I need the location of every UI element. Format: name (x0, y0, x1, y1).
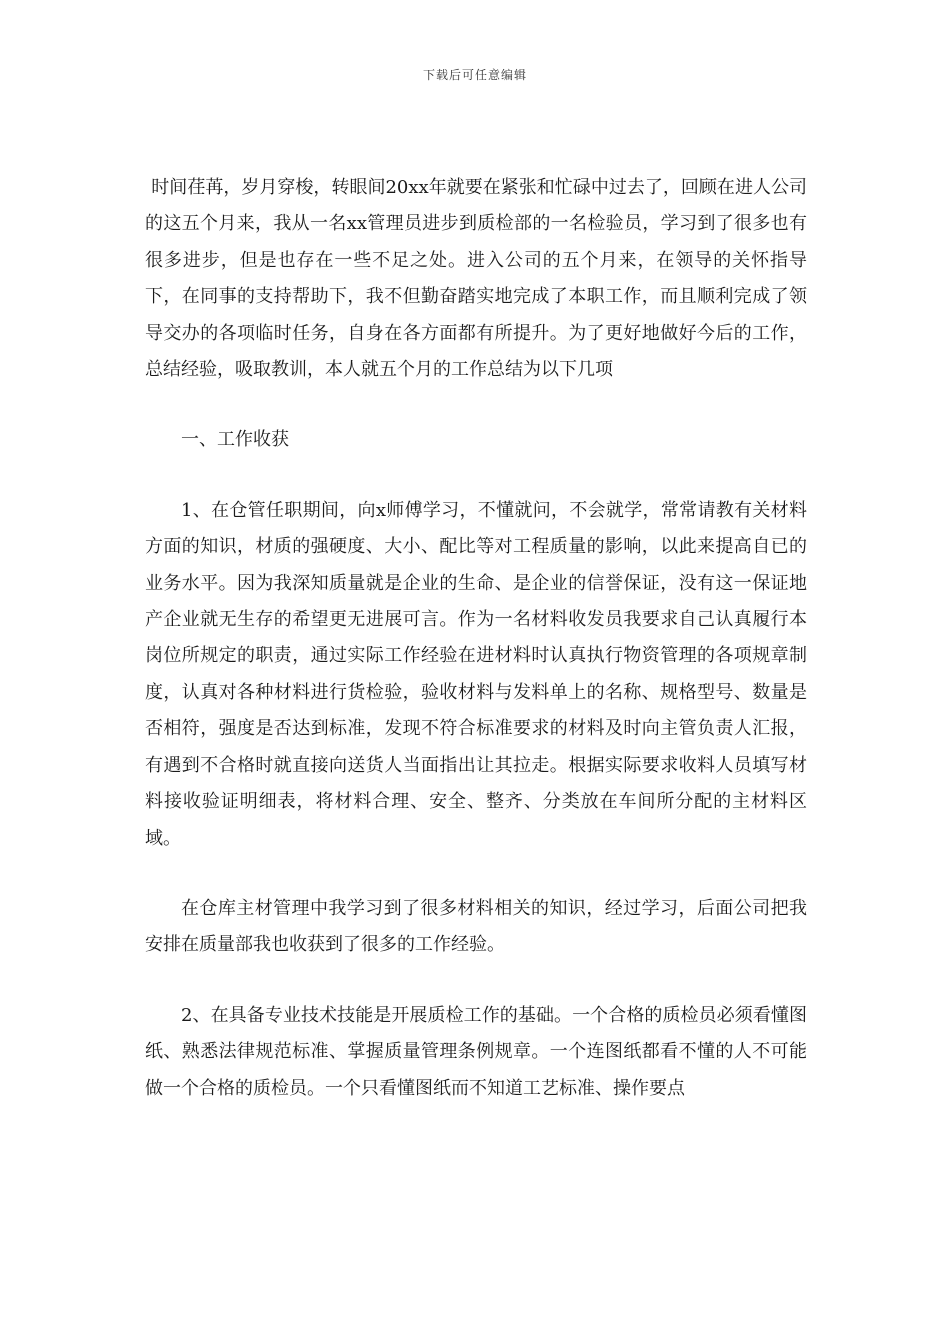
item-2-paragraph: 2、在具备专业技术技能是开展质检工作的基础。一个合格的质检员必须看懂图纸、熟悉法律规范标准、掌握质量管理条例规章。一个连图纸都看不懂的人不可能做一个合格的质检员。一个只看懂图纸而不知道工艺标准、操作要点 (145, 1004, 807, 1099)
warehouse-paragraph: 在仓库主材管理中我学习到了很多材料相关的知识，经过学习，后面公司把我安排在质量部我也收获到了很多的工作经验。 (145, 897, 807, 956)
document-body (145, 170, 807, 1141)
intro-paragraph: 时间荏苒，岁月穿梭，转眼间20xx年就要在紧张和忙碌中过去了，回顾在进人公司的这五个月来，我从一名xx管理员进步到质检部的一名检验员，学习到了很多也有很多进步，但是也存在一些不足之处。进入公司的五个月来，在领导的关怀指导下，在同事的支持帮助下，我不但勤奋踏实地完成了本职工作，而且顺利完成了领导交办的各项临时任务，自身在各方面都有所提升。为了更好地做好今后的工作，总结经验，吸取教训，本人就五个月的工作总结为以下几项 (145, 177, 807, 381)
item-1-paragraph: 1、在仓管任职期间，向x师傅学习，不懂就问，不会就学，常常请教有关材料方面的知识，材质的强硬度、大小、配比等对工程质量的影响，以此来提高自已的业务水平。因为我深知质量就是企业的生命、是企业的信誉保证，没有这一保证地产企业就无生存的希望更无进展可言。作为一名材料收发员我要求自己认真履行本岗位所规定的职责，通过实际工作经验在进材料时认真执行物资管理的各项规章制度，认真对各种材料进行货检验，验收材料与发料单上的名称、规格型号、数量是否相符，强度是否达到标准，发现不符合标准要求的材料及时向主管负责人汇报，有遇到不合格时就直接向送货人当面指出让其拉走。根据实际要求收料人员填写材料接收验证明细表，将材料合理、安全、整齐、分类放在车间所分配的主材料区域。 (145, 499, 807, 849)
page-header: 下载后可任意编辑 (422, 68, 527, 82)
section-heading: 一、工作收获 (181, 429, 289, 451)
